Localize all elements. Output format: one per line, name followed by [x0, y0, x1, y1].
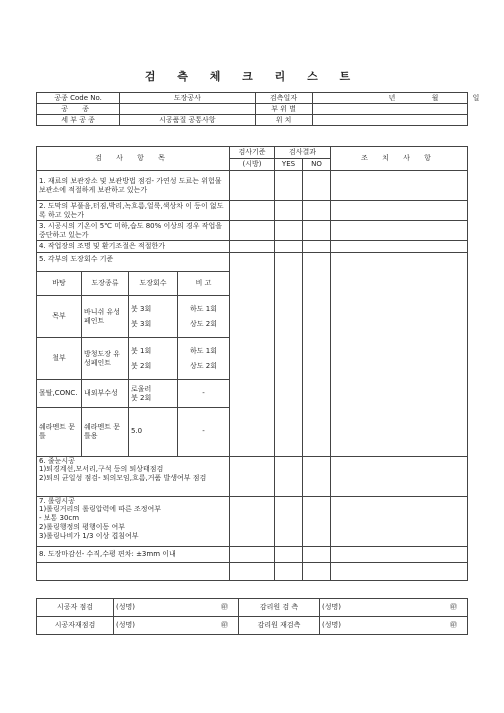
- coat-col-kind: 도장종류: [82, 272, 129, 296]
- coat-note: -: [178, 380, 230, 408]
- coat-note: 하도 1회: [190, 304, 217, 313]
- month-label: 월: [431, 93, 439, 102]
- coat-table: [37, 271, 229, 456]
- sig-field[interactable]: [114, 599, 239, 617]
- coat-kind: 내외부수성: [82, 380, 129, 408]
- detail-value: 시공품질 공통사항: [120, 115, 255, 126]
- item-5: 5. 각부의 도장회수 기준: [39, 255, 114, 263]
- sig-field[interactable]: [320, 599, 468, 617]
- sig-label: 시공자재점검: [37, 617, 114, 635]
- inspect-date-label: 검측일자: [255, 93, 312, 104]
- item-7-line: 2)롤링행정의 평행이동 여부: [39, 522, 126, 531]
- seal-mark: ㊞: [221, 621, 228, 630]
- item-4: 4. 작업장의 조명 및 환기조절은 적절한가: [37, 241, 230, 253]
- signature-table: [36, 598, 468, 635]
- sig-label: 감리원 검 측: [239, 599, 320, 617]
- empty-row: [37, 562, 230, 580]
- seal-mark: ㊞: [221, 603, 228, 612]
- col-items: 검 사 항 목: [37, 147, 230, 171]
- coat-base: 몰탈,CONC.: [37, 380, 82, 408]
- year-label: 년: [388, 93, 396, 102]
- part-label: 부 위 별: [255, 104, 312, 115]
- sig-field[interactable]: [114, 617, 239, 635]
- col-result: 검사결과: [275, 147, 331, 159]
- day-label: 일: [472, 93, 480, 102]
- sig-name: (성명): [322, 621, 341, 630]
- coat-count: 로울러: [131, 384, 152, 393]
- col-action: 조 치 사 항: [331, 147, 468, 171]
- coat-col-count: 도장회수: [129, 272, 178, 296]
- col-yes: YES: [275, 159, 303, 171]
- item-2: 2. 도막의 부풀음,터짐,박리,녹흐름,얼룩,색상차 이 등이 없도록 하고 있는가: [37, 201, 230, 221]
- page-title: 검 측 체 크 리 스 트: [144, 70, 360, 83]
- inspection-table: [36, 146, 468, 581]
- seal-mark: ㊞: [450, 603, 457, 612]
- header-table: [36, 92, 480, 126]
- work-type-value: [120, 104, 255, 115]
- coat-note: 상도 2회: [190, 361, 217, 370]
- coat-base: 철부: [37, 338, 82, 380]
- item-6-title: 6. 줄눈시공: [39, 456, 75, 465]
- work-type-label: 공 종: [37, 104, 120, 115]
- item-7-line: 1)롤링거리의 롤링압력에 따른 조정여부: [39, 505, 162, 514]
- work-code-value: 도장공사: [120, 93, 255, 104]
- coat-col-base: 바탕: [37, 272, 82, 296]
- item-7-line: - 보통 30cm: [39, 514, 80, 522]
- part-value: [312, 104, 467, 115]
- item-8: 8. 도장마감선- 수직,수평 편차: ±3mm 이내: [37, 546, 230, 562]
- item-7: [37, 496, 230, 546]
- item-6-line: 1)퇴경계선,모서리,구석 등의 퇴상태점검: [39, 465, 164, 474]
- item-5-cell: [37, 253, 230, 457]
- detail-label: 세 부 공 종: [37, 115, 120, 126]
- sig-label: 감리원 재검측: [239, 617, 320, 635]
- item-6-line: 2)퇴의 균일성 점검- 퇴의모임,흐름,거품 발생여부 점검: [39, 474, 207, 482]
- coat-count: 붓 1회: [131, 346, 152, 355]
- coat-note: 하도 1회: [190, 346, 217, 355]
- coat-note: -: [178, 408, 230, 456]
- sig-name: (성명): [116, 603, 135, 612]
- seal-mark: ㊞: [450, 621, 457, 630]
- col-standard-sub: (시방): [230, 159, 275, 171]
- sig-field[interactable]: [320, 617, 468, 635]
- coat-col-note: 비 고: [178, 272, 230, 296]
- sig-label: 시공자 점검: [37, 599, 114, 617]
- coat-base: 쉐라멘트 문틀: [37, 408, 82, 456]
- sig-name: (성명): [322, 603, 341, 612]
- item-7-line: 3)롤링나비가 1/3 이상 겹침여부: [39, 531, 139, 540]
- coat-note: 상도 2회: [190, 319, 217, 328]
- coat-count: 붓 2회: [131, 361, 152, 370]
- work-code-label: 공종 Code No.: [37, 93, 120, 104]
- sig-name: (성명): [116, 621, 135, 630]
- coat-count: 붓 3회: [131, 304, 152, 313]
- coat-count: 5.0: [129, 408, 178, 456]
- coat-base: 목부: [37, 296, 82, 338]
- col-no: NO: [303, 159, 331, 171]
- location-value: [312, 115, 467, 126]
- item-7-title: 7. 롤링시공: [39, 496, 75, 505]
- coat-kind: 쉐라멘트 문틀용: [82, 408, 129, 456]
- coat-count: 붓 3회: [131, 319, 152, 328]
- item-1: 1. 재료의 보관장소 및 보관방법 점검- 가연성 도료는 위험물 보관소에 적절하게 보관하고 있는가: [37, 171, 230, 201]
- coat-count: 붓 2회: [131, 393, 152, 402]
- coat-kind: 바니쉬 유성페인트: [82, 296, 129, 338]
- item-6: [37, 456, 230, 496]
- location-label: 위 치: [255, 115, 312, 126]
- coat-kind: 방청도장 유성페인트: [82, 338, 129, 380]
- col-standard: 검사기준: [230, 147, 275, 159]
- item-3: 3. 시공시의 기온이 5℃ 미하,습도 80% 이상의 경우 작업을 중단하고 있는가: [37, 221, 230, 241]
